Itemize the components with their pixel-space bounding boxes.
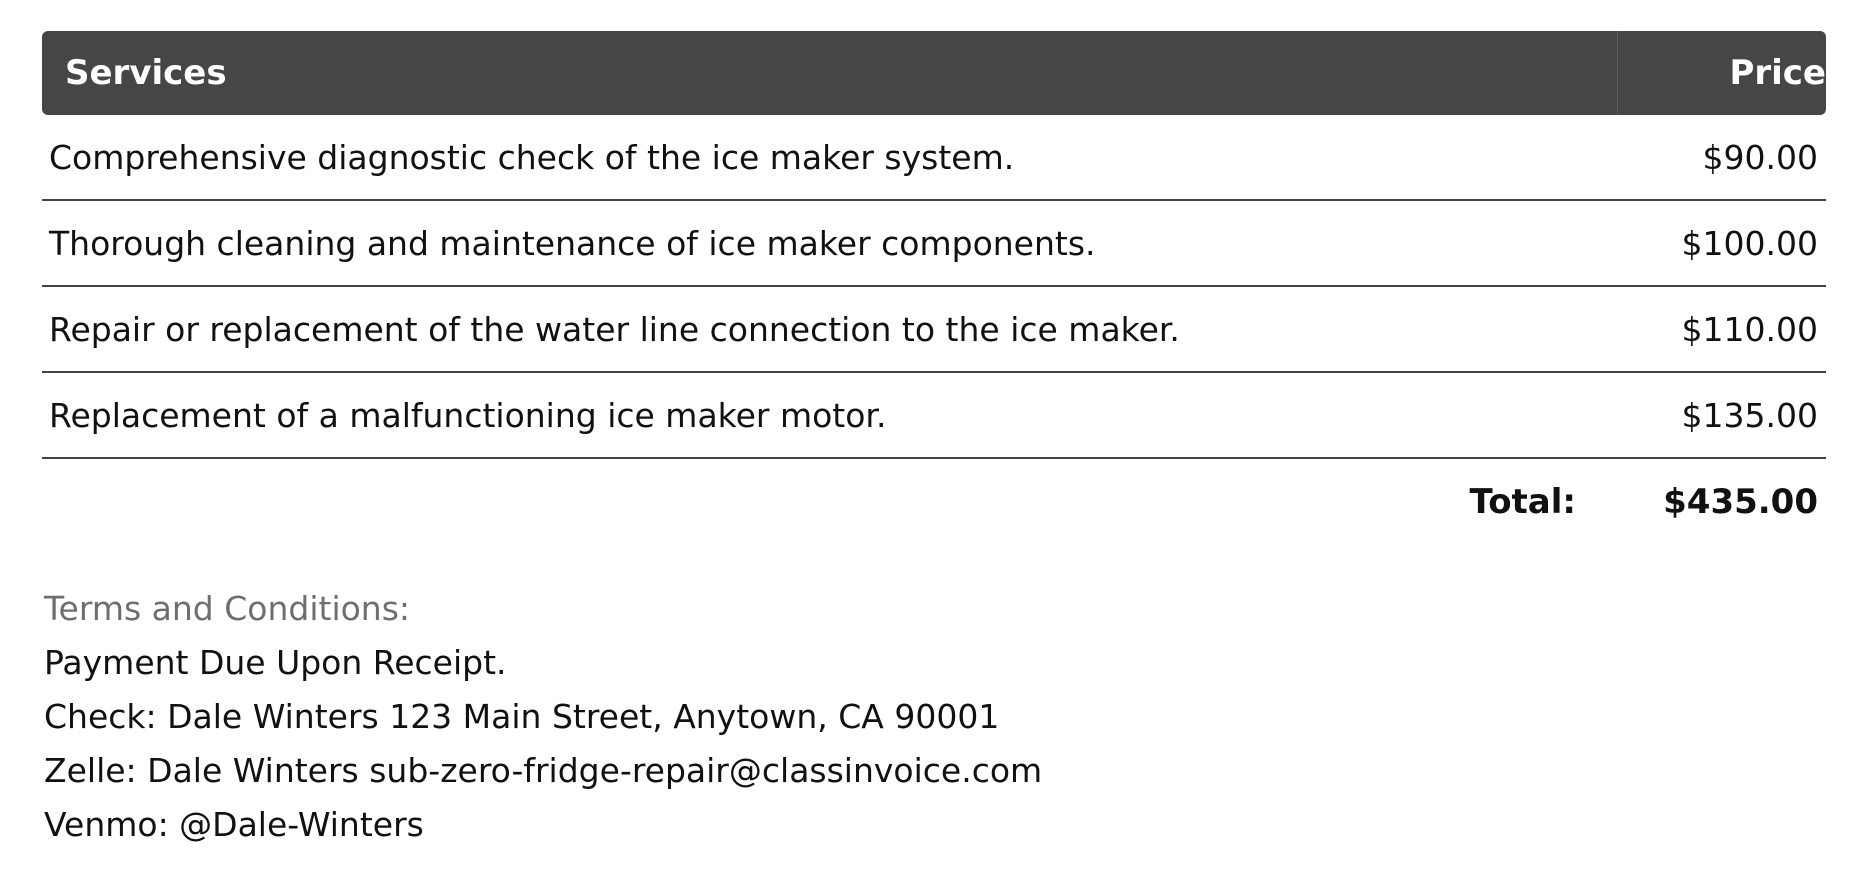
total-label: Total: <box>1469 482 1576 522</box>
table-row <box>42 287 1826 373</box>
services-table <box>42 31 1826 545</box>
terms-section <box>44 582 1042 852</box>
table-header <box>42 31 1826 115</box>
service-description: Thorough cleaning and maintenance of ice maker components. <box>49 223 1096 263</box>
service-description: Replacement of a malfunctioning ice maker motor. <box>49 395 887 435</box>
service-description: Repair or replacement of the water line connection to the ice maker. <box>49 309 1180 349</box>
table-row <box>42 115 1826 201</box>
table-row <box>42 201 1826 287</box>
terms-heading: Terms and Conditions: <box>44 589 411 628</box>
service-price: $100.00 <box>1681 223 1818 263</box>
table-row <box>42 373 1826 459</box>
terms-line-venmo: Venmo: @Dale-Winters <box>44 805 424 844</box>
total-value: $435.00 <box>1663 482 1818 522</box>
price-column-header <box>1618 31 1826 115</box>
services-header-label: Services <box>65 53 227 93</box>
invoice-services-section <box>42 31 1826 545</box>
service-description: Comprehensive diagnostic check of the ice maker system. <box>49 137 1015 177</box>
price-header-label: Price <box>1729 53 1826 93</box>
service-price: $90.00 <box>1702 137 1818 177</box>
service-price: $135.00 <box>1681 395 1818 435</box>
services-column-header <box>42 31 1618 115</box>
total-row <box>42 459 1826 545</box>
terms-line-zelle: Zelle: Dale Winters sub-zero-fridge-repair@classinvoice.com <box>44 751 1043 790</box>
terms-line-payment: Payment Due Upon Receipt. <box>44 643 507 682</box>
terms-line-check: Check: Dale Winters 123 Main Street, Anytown, CA 90001 <box>44 697 1000 736</box>
service-price: $110.00 <box>1681 309 1818 349</box>
